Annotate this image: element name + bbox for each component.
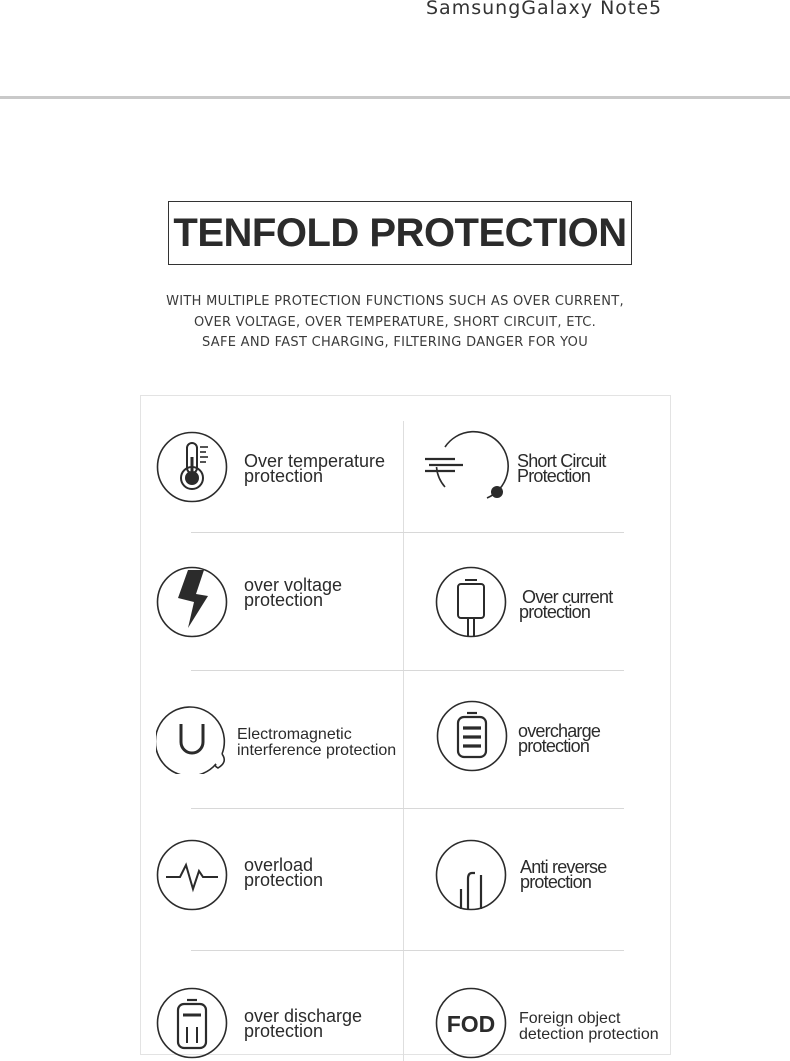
feature-label-foreign-object [519, 1011, 659, 1043]
page-heading: TENFOLD PROTECTION [173, 210, 627, 255]
product-model-title: SamsungGalaxy Note5 [426, 0, 663, 19]
plug-icon [435, 566, 507, 638]
feature-title: Electromagnetic [237, 726, 352, 743]
header-divider [0, 96, 790, 99]
short-circuit-icon [435, 431, 507, 503]
feature-subtitle: protection [244, 466, 324, 486]
feature-subtitle: interference protection [237, 742, 397, 759]
feature-label-short-circuit [517, 451, 606, 486]
heading-box [168, 201, 632, 265]
feature-subtitle: Protection [517, 466, 591, 486]
feature-subtitle: detection protection [519, 1026, 659, 1043]
feature-title: Foreign object [519, 1010, 621, 1027]
feature-subtitle: protection [244, 870, 324, 890]
feature-title: overcharge [518, 721, 601, 741]
feature-title: overload [244, 855, 314, 875]
feature-title: over voltage [244, 575, 343, 595]
feature-title: Over current [522, 587, 613, 607]
anti-reverse-icon [435, 839, 507, 911]
feature-title: Anti reverse [520, 857, 607, 877]
feature-label-over-temperature [244, 451, 386, 486]
row-divider [191, 670, 624, 671]
battery-icon [436, 700, 508, 772]
feature-title: over discharge [244, 1006, 363, 1026]
feature-label-electromagnetic [237, 727, 396, 759]
row-divider [191, 532, 624, 533]
feature-label-over-discharge [244, 1006, 363, 1041]
fod-icon-text: FOD [446, 1011, 496, 1037]
pulse-icon [156, 839, 228, 911]
subtitle-line-2: OVER VOLTAGE, OVER TEMPERATURE, SHORT CIRCUIT, ETC. [193, 315, 597, 330]
thermometer-icon [156, 431, 228, 503]
row-divider [191, 808, 624, 809]
feature-label-over-current [519, 587, 613, 622]
feature-subtitle: protection [244, 590, 324, 610]
subtitle-line-3: SAFE AND FAST CHARGING, FILTERING DANGER FOR YOU [201, 335, 589, 350]
feature-subtitle: protection [520, 872, 592, 892]
feature-label-over-voltage [244, 575, 343, 610]
lightning-icon [156, 566, 228, 638]
feature-label-overcharge [518, 721, 601, 756]
feature-subtitle: protection [519, 602, 591, 622]
feature-label-anti-reverse [520, 857, 607, 892]
subtitle-line-1: WITH MULTIPLE PROTECTION FUNCTIONS SUCH AS OVER CURRENT, [166, 294, 624, 309]
magnet-icon [156, 702, 228, 774]
fod-icon [435, 987, 507, 1059]
feature-title: Over temperature [244, 451, 386, 471]
row-divider [191, 950, 624, 951]
column-divider [403, 421, 404, 1061]
feature-subtitle: protection [244, 1021, 324, 1041]
feature-subtitle: protection [518, 736, 590, 756]
feature-label-overload [244, 855, 324, 890]
feature-title: Short Circuit [517, 451, 606, 471]
battery-discharge-icon [156, 987, 228, 1059]
